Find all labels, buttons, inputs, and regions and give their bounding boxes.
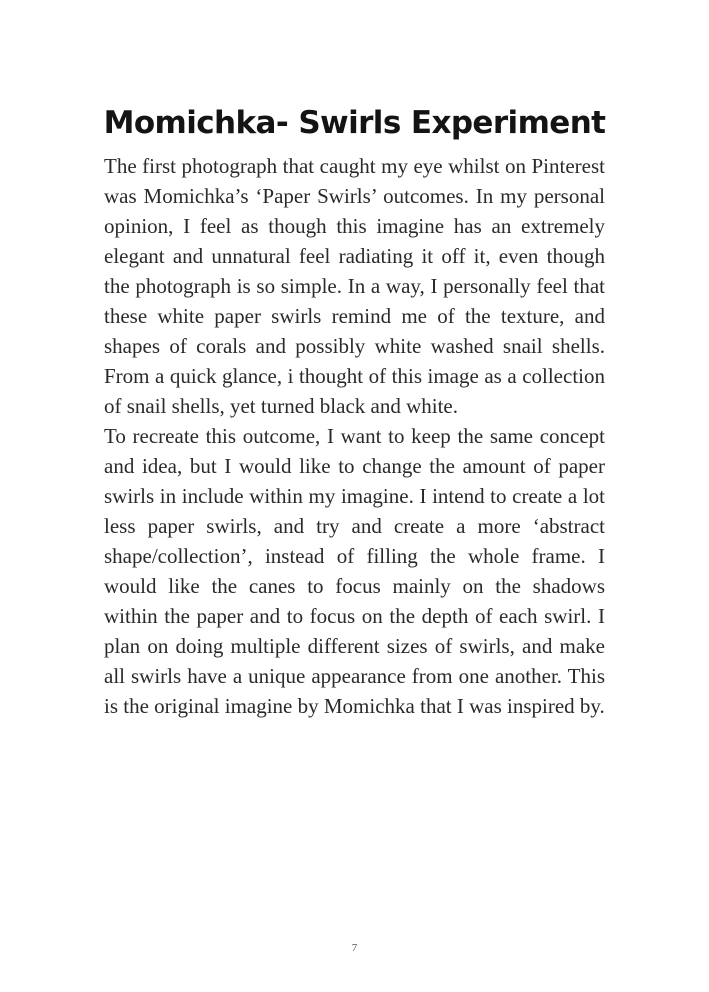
page-title: Momichka- Swirls Experiment xyxy=(103,104,606,141)
paragraph: The first photograph that caught my eye whilst on Pinterest was Momichka’s ‘Paper Swirls’ outcomes. In my personal opinion, I feel as though this imagine has an extremely elegant and unnatural feel radiating it off it, even though the photograph is so simple. In a way, I personally feel that these white paper swirls remind me of the texture, and shapes of corals and possibly white washed snail shells. From a quick glance, i thought of this image as a collection of snail shells, yet turned black and white. xyxy=(104,154,605,418)
paragraph: To recreate this outcome, I want to keep the same concept and idea, but I would like to change the amount of paper swirls in include within my imagine. I intend to create a lot less paper swirls, and try and create a more ‘abstract shape/collection’, instead of filling the whole frame. I would like the canes to focus mainly on the shadows within the paper and to focus on the depth of each swirl. I plan on doing multiple different sizes of swirls, and make all swirls have a unique appearance from one another. This is the original imagine by Momichka that I was inspired by. xyxy=(104,424,605,718)
body-text xyxy=(104,151,605,721)
page-number: 7 xyxy=(351,942,358,954)
